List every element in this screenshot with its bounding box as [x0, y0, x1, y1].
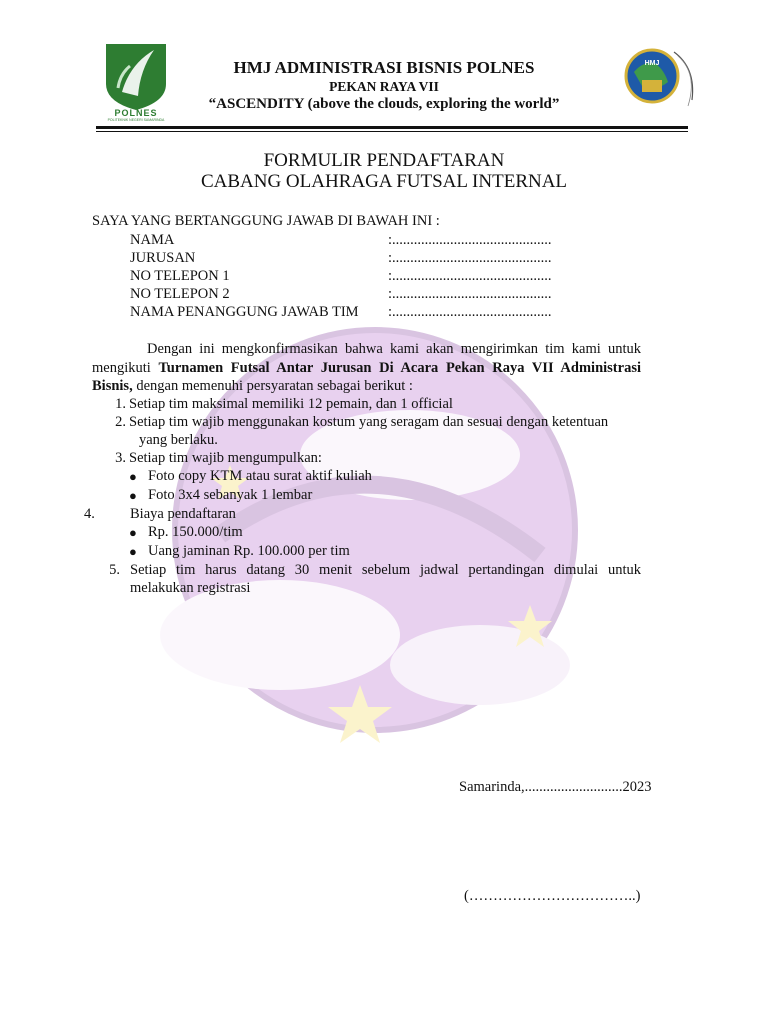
form-title: FORMULIR PENDAFTARAN	[263, 150, 505, 171]
para-text-1: Dengan ini mengkonfirmasikan bahwa kami akan mengirimkan tim kami untuk mengikuti	[92, 341, 641, 376]
form-subtitle: CABANG OLAHRAGA FUTSAL INTERNAL	[200, 171, 568, 192]
signature-name-line[interactable]: (……………………………..)	[464, 888, 641, 904]
bullet-icon: ●	[129, 525, 137, 540]
item-text-5: Setiap tim harus datang 30 menit sebelum jadwal pertandingan dimulai untuk	[130, 562, 641, 578]
item-text-2-cont: yang berlaku.	[139, 432, 218, 448]
item-text-1: Setiap tim maksimal memiliki 12 pemain, dan 1 official	[129, 396, 453, 412]
field-value-jurusan[interactable]: :............................................	[388, 250, 552, 266]
org-name: HMJ ADMINISTRASI BISNIS POLNES	[233, 58, 535, 77]
item-number-3: 3.	[115, 450, 126, 466]
field-label-penanggung-jawab: NAMA PENANGGUNG JAWAB TIM	[130, 304, 359, 320]
item-number-5: 5.	[109, 562, 120, 578]
item-text-4: Biaya pendaftaran	[130, 506, 236, 522]
item-text-2: Setiap tim wajib menggunakan kostum yang seragam dan sesuai dengan ketentuan	[129, 414, 609, 430]
form-intro: SAYA YANG BERTANGGUNG JAWAB DI BAWAH INI :	[92, 213, 440, 229]
bullet-jaminan: Uang jaminan Rp. 100.000 per tim	[148, 543, 350, 559]
hmj-logo	[622, 42, 704, 118]
bullet-icon: ●	[129, 488, 137, 503]
confirmation-paragraph	[92, 340, 641, 396]
field-label-jurusan: JURUSAN	[130, 250, 196, 266]
bullet-icon: ●	[129, 469, 137, 484]
item-number-1: 1.	[115, 396, 126, 412]
field-value-telepon-1[interactable]: :............................................	[388, 268, 552, 284]
field-label-telepon-2: NO TELEPON 2	[130, 286, 230, 302]
place-date[interactable]: Samarinda,...........................2023	[459, 779, 652, 795]
tagline: “ASCENDITY (above the clouds, exploring the world”	[208, 96, 560, 112]
field-label-nama: NAMA	[130, 232, 175, 248]
bullet-foto: Foto 3x4 sebanyak 1 lembar	[148, 487, 313, 503]
polnes-logo-text: POLNES	[114, 108, 158, 118]
field-value-nama[interactable]: :............................................	[388, 232, 552, 248]
para-text-2: dengan memenuhi persyaratan sebagai berikut :	[132, 378, 413, 394]
bullet-icon: ●	[129, 544, 137, 559]
header-rule-thick	[96, 126, 688, 129]
bullet-ktm: Foto copy KTM atau surat aktif kuliah	[148, 468, 372, 484]
header-rule-thin	[96, 131, 688, 132]
field-value-telepon-2[interactable]: :............................................	[388, 286, 552, 302]
hmj-logo-text: HMJ	[644, 60, 660, 67]
item-number-2: 2.	[115, 414, 126, 430]
para-event-name: Turnamen Futsal Antar Jurusan Di Acara Pekan Raya VII Administrasi Bisnis,	[92, 359, 641, 394]
field-value-penanggung-jawab[interactable]: :............................................	[388, 304, 552, 320]
item-text-3: Setiap tim wajib mengumpulkan:	[129, 450, 322, 466]
event-name: PEKAN RAYA VII	[329, 79, 439, 94]
polnes-logo-subtext: POLITEKNIK NEGERI SAMARINDA	[107, 118, 165, 122]
item-text-5-cont: melakukan registrasi	[130, 580, 251, 596]
field-label-telepon-1: NO TELEPON 1	[130, 268, 230, 284]
item-number-4: 4.	[84, 506, 95, 522]
bullet-biaya: Rp. 150.000/tim	[148, 524, 243, 540]
